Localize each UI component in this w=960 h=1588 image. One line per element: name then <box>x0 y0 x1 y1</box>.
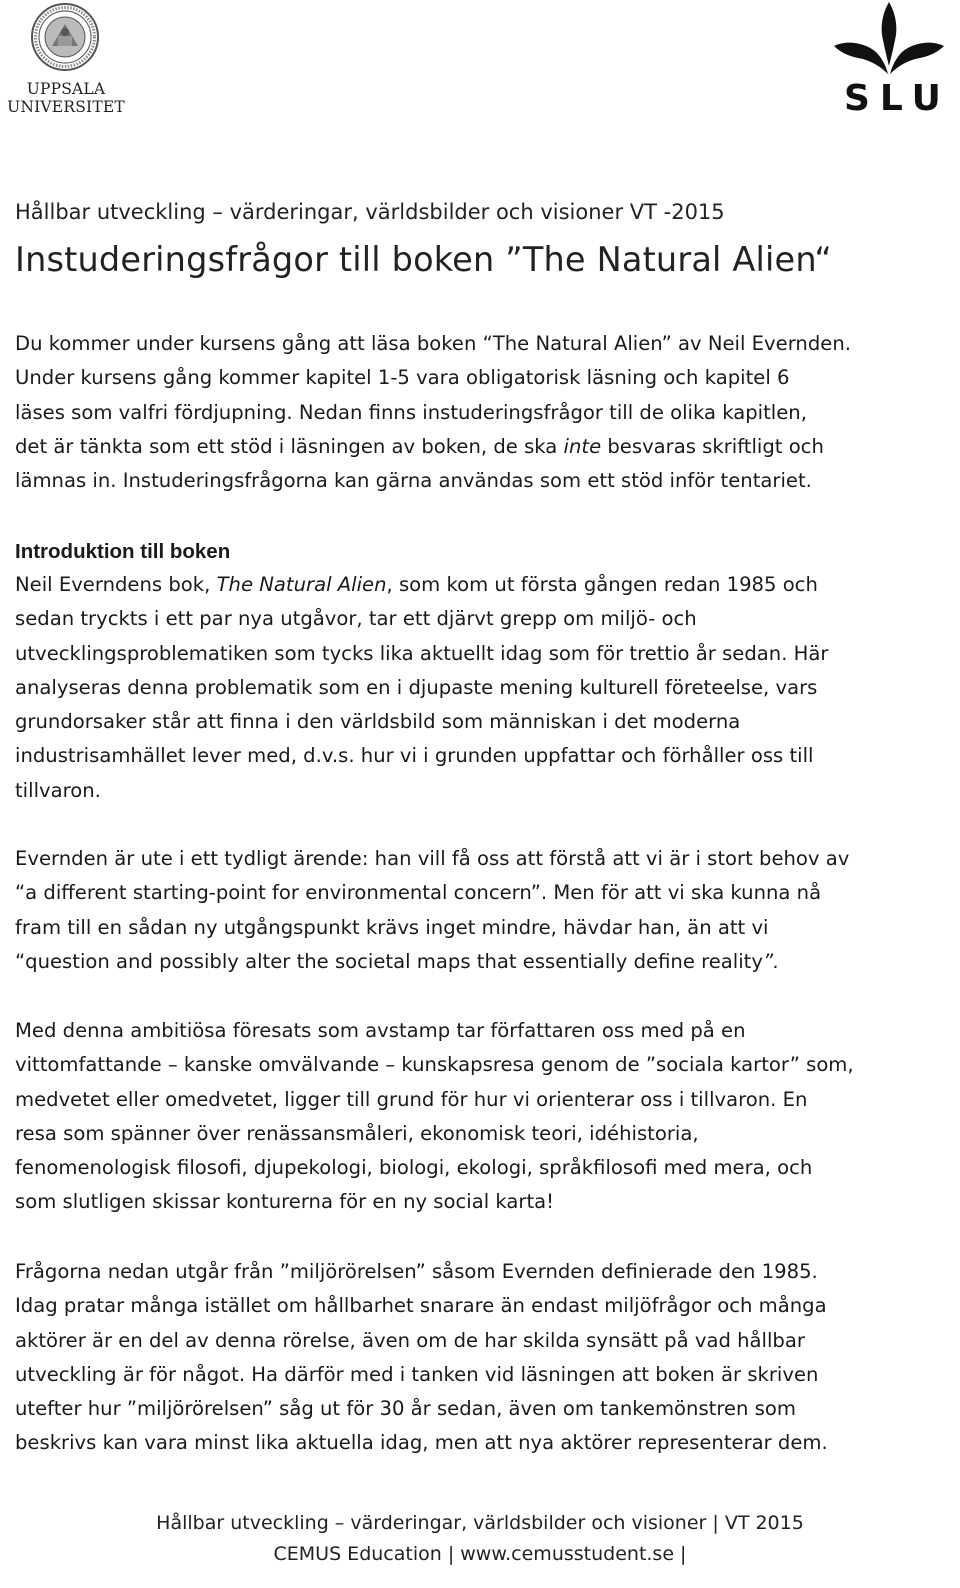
text-line: industrisamhället lever med, d.v.s. hur vi i grunden uppfattar och förhåller oss till <box>15 744 814 768</box>
text-line: Evernden är ute i ett tydligt ärende: han vill få oss att förstå att vi är i stort behov av <box>15 847 850 870</box>
paragraph-1 <box>15 568 945 808</box>
text-line: Med denna ambitiösa föresats som avstamp tar författaren oss med på en <box>15 1019 746 1042</box>
uppsala-universitet-logo <box>4 2 124 120</box>
text-line: utveckling är för något. Ha därför med i tanken vid läsningen att boken är skriven <box>15 1362 819 1386</box>
book-title-text: The Natural Alien <box>216 573 387 596</box>
text-line: Du kommer under kursens gång att läsa boken “The Natural Alien” av Neil Evernden. <box>15 332 851 355</box>
emphasis-text: inte <box>563 434 602 458</box>
text-line: Under kursens gång kommer kapitel 1-5 vara obligatorisk läsning och kapitel 6 <box>15 366 790 390</box>
emphasis-text: ”. <box>762 949 780 973</box>
footer-org-line: CEMUS Education | www.cemusstudent.se | <box>273 1543 687 1565</box>
uppsala-logo-line2: UNIVERSITET <box>7 98 125 116</box>
text-line: aktörer är en del av denna rörelse, även om de har skilda synsätt på vad hållbar <box>15 1328 805 1352</box>
text-line: beskrivs kan vara minst lika aktuella idag, men att nya aktörer representerar dem. <box>15 1431 828 1455</box>
text-span: besvaras skriftligt och <box>601 434 824 458</box>
text-line: resa som spänner över renässansmåleri, ekonomisk teori, idéhistoria, <box>15 1121 699 1145</box>
intro-paragraph <box>15 327 945 498</box>
text-line: lämnas in. Instuderingsfrågorna kan gärna användas som ett stöd inför tentariet. <box>15 469 812 493</box>
text-line: utefter hur ”miljörörelsen” såg ut för 30 år sedan, även om tankemönstren som <box>15 1397 796 1421</box>
text-line: Idag pratar många istället om hållbarhet snarare än endast miljöfrågor och många <box>15 1294 827 1318</box>
text-line: tillvaron. <box>15 778 101 802</box>
text-line <box>15 430 945 464</box>
slu-logo-text: SLU <box>844 78 951 119</box>
text-line: medvetet eller omedvetet, ligger till grund för hur vi orienterar oss i tillvaron. En <box>15 1087 808 1111</box>
page-title: Instuderingsfrågor till boken ”The Natural Alien“ <box>15 240 832 279</box>
uppsala-seal-icon <box>30 2 100 72</box>
text-line: som slutligen skissar konturerna för en ny social karta! <box>15 1190 555 1214</box>
text-line: läses som valfri fördjupning. Nedan finns instuderingsfrågor till de olika kapitlen, <box>15 400 807 424</box>
text-line: vittomfattande – kanske omvälvande – kunskapsresa genom de ”sociala kartor” som, <box>15 1053 854 1077</box>
text-span: det är tänkta som ett stöd i läsningen av boken, de ska <box>15 434 564 458</box>
text-span: “question and possibly alter the societal maps that essentially define reality <box>15 949 763 973</box>
text-line: utvecklingsproblematiken som tycks lika aktuellt idag som för trettio år sedan. Här <box>15 641 829 665</box>
text-line <box>15 945 945 979</box>
paragraph-3 <box>15 1014 945 1220</box>
text-line: “a different starting-point for environmental concern”. Men för att vi ska kunna nå <box>15 881 822 905</box>
text-line: fram till en sådan ny utgångspunkt krävs inget mindre, hävdar han, än att vi <box>15 915 769 939</box>
slu-logo <box>830 0 951 122</box>
text-span: Neil Everndens bok, <box>15 573 217 596</box>
text-span: , som kom ut första gången redan 1985 och <box>386 573 818 596</box>
text-line: sedan tryckts i ett par nya utgåvor, tar ett djärvt grepp om miljö- och <box>15 607 697 631</box>
text-line: Frågorna nedan utgår från ”miljörörelsen” såsom Evernden definierade den 1985. <box>15 1260 818 1283</box>
text-line <box>15 568 945 602</box>
uppsala-logo-line1: UPPSALA <box>26 80 106 98</box>
text-line: fenomenologisk filosofi, djupekologi, biologi, ekologi, språkfilosofi med mera, och <box>15 1156 813 1180</box>
section-heading: Introduktion till boken <box>15 540 231 563</box>
footer-course-line: Hållbar utveckling – värderingar, världsbilder och visioner | VT 2015 <box>156 1512 804 1534</box>
paragraph-4 <box>15 1255 945 1461</box>
text-line: analyseras denna problematik som en i djupaste mening kulturell företeelse, vars <box>15 675 818 699</box>
course-line: Hållbar utveckling – värderingar, världsbilder och visioner VT -2015 <box>15 200 725 224</box>
slu-plant-icon <box>830 0 948 80</box>
text-line: grundorsaker står att finna i den världsbild som människan i det moderna <box>15 710 741 734</box>
paragraph-2 <box>15 842 945 979</box>
